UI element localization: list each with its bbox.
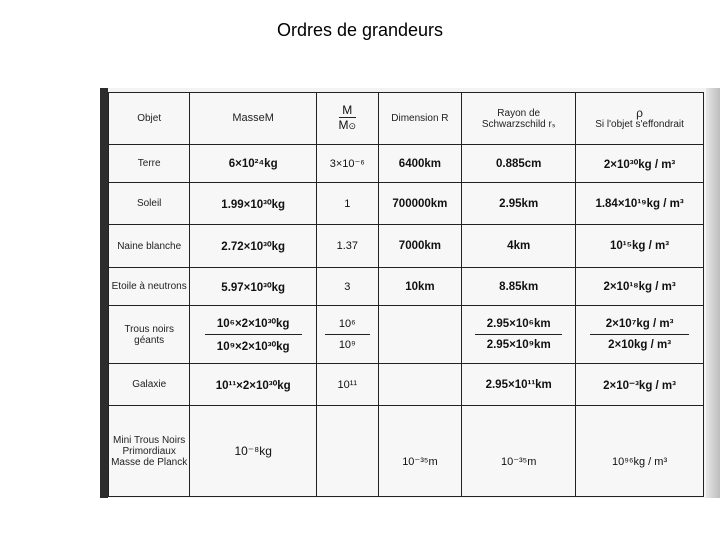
- row-rho: 2×10¹⁸kg / m³: [576, 268, 704, 306]
- row-masse-a: 10⁶×2×10³⁰kg: [216, 318, 290, 330]
- table-row: [109, 268, 704, 306]
- scanned-table-image: [100, 88, 720, 498]
- table-row: [109, 145, 704, 183]
- row-dimension: 6400km: [378, 145, 462, 183]
- row-rho: 10¹⁵kg / m³: [576, 225, 704, 268]
- divider: [205, 334, 302, 335]
- row-objet: Trous noirs géants: [109, 306, 190, 364]
- row-rs: 8.85km: [462, 268, 576, 306]
- row-rho: [576, 306, 704, 364]
- table-row: [109, 225, 704, 268]
- row-dimension: [378, 306, 462, 364]
- row-masse: 6×10²⁴kg: [190, 145, 317, 183]
- row-dimension: 10km: [378, 268, 462, 306]
- row-masse: 5.97×10³⁰kg: [190, 268, 317, 306]
- row-ratio: 10¹¹: [317, 364, 379, 406]
- divider: [590, 334, 688, 335]
- row-dimension: 10⁻³⁵m: [378, 406, 462, 497]
- header-row: [109, 93, 704, 145]
- row-rs: 2.95km: [462, 183, 576, 225]
- row-dimension: 7000km: [378, 225, 462, 268]
- row-dimension: [378, 364, 462, 406]
- table-row: [109, 183, 704, 225]
- scan-right-edge: [706, 88, 720, 498]
- row-masse-b: 10⁹×2×10³⁰kg: [216, 341, 290, 353]
- table-row: [109, 306, 704, 364]
- row-objet: Etoile à neutrons: [109, 268, 190, 306]
- row-objet: Naine blanche: [109, 225, 190, 268]
- row-rs-b: 2.95×10⁹km: [486, 339, 551, 351]
- header-rho: [576, 93, 704, 145]
- header-rho-text: Si l'objet s'effondrait: [595, 118, 684, 130]
- row-rho-a: 2×10⁷kg / m³: [605, 318, 674, 330]
- row-rs: 2.95×10¹¹km: [462, 364, 576, 406]
- row-ratio-a: 10⁶: [338, 318, 356, 330]
- sun-symbol: ⊙: [348, 121, 357, 131]
- row-ratio: 1: [317, 183, 379, 225]
- row-rho: 2×10⁻³kg / m³: [576, 364, 704, 406]
- divider: [325, 334, 370, 335]
- row-masse: [190, 306, 317, 364]
- row-ratio: 3×10⁻⁶: [317, 145, 379, 183]
- row-rho: 1.84×10¹⁹kg / m³: [576, 183, 704, 225]
- row-masse: 10⁻⁸kg: [190, 406, 317, 497]
- header-rayon: Rayon de Schwarzschild rₛ: [462, 93, 576, 145]
- row-ratio: 1.37: [317, 225, 379, 268]
- table-row: [109, 364, 704, 406]
- row-objet: Galaxie: [109, 364, 190, 406]
- row-rs: 10⁻³⁵m: [462, 406, 576, 497]
- row-rho: 2×10³⁰kg / m³: [576, 145, 704, 183]
- row-masse: 1.99×10³⁰kg: [190, 183, 317, 225]
- header-ratio-denominator: M⊙: [338, 118, 357, 132]
- row-rs: 0.885cm: [462, 145, 576, 183]
- row-objet: Terre: [109, 145, 190, 183]
- table-row: [109, 406, 704, 497]
- row-rho: 10⁹⁶kg / m³: [576, 406, 704, 497]
- slide-title: Ordres de grandeurs: [276, 20, 444, 40]
- row-rs: [462, 306, 576, 364]
- row-ratio: [317, 406, 379, 497]
- rho-symbol: ρ: [636, 105, 643, 120]
- row-rs: 4km: [462, 225, 576, 268]
- divider: [475, 334, 562, 335]
- row-rho-b: 2×10kg / m³: [608, 339, 672, 351]
- row-dimension: 700000km: [378, 183, 462, 225]
- row-masse: 10¹¹×2×10³⁰kg: [190, 364, 317, 406]
- row-ratio: [317, 306, 379, 364]
- scan-left-edge: [100, 88, 108, 498]
- row-masse: 2.72×10³⁰kg: [190, 225, 317, 268]
- row-rs-a: 2.95×10⁶km: [486, 318, 551, 330]
- row-objet: Soleil: [109, 183, 190, 225]
- header-dimension: Dimension R: [378, 93, 462, 145]
- header-ratio: [317, 93, 379, 145]
- header-objet: Objet: [109, 93, 190, 145]
- header-masse: MasseM: [190, 93, 317, 145]
- row-ratio: 3: [317, 268, 379, 306]
- row-objet: Mini Trous Noirs Primordiaux Masse de Planck: [109, 406, 190, 497]
- header-ratio-numerator: M: [339, 103, 357, 118]
- orders-of-magnitude-table: [108, 92, 704, 497]
- row-ratio-b: 10⁹: [338, 339, 356, 351]
